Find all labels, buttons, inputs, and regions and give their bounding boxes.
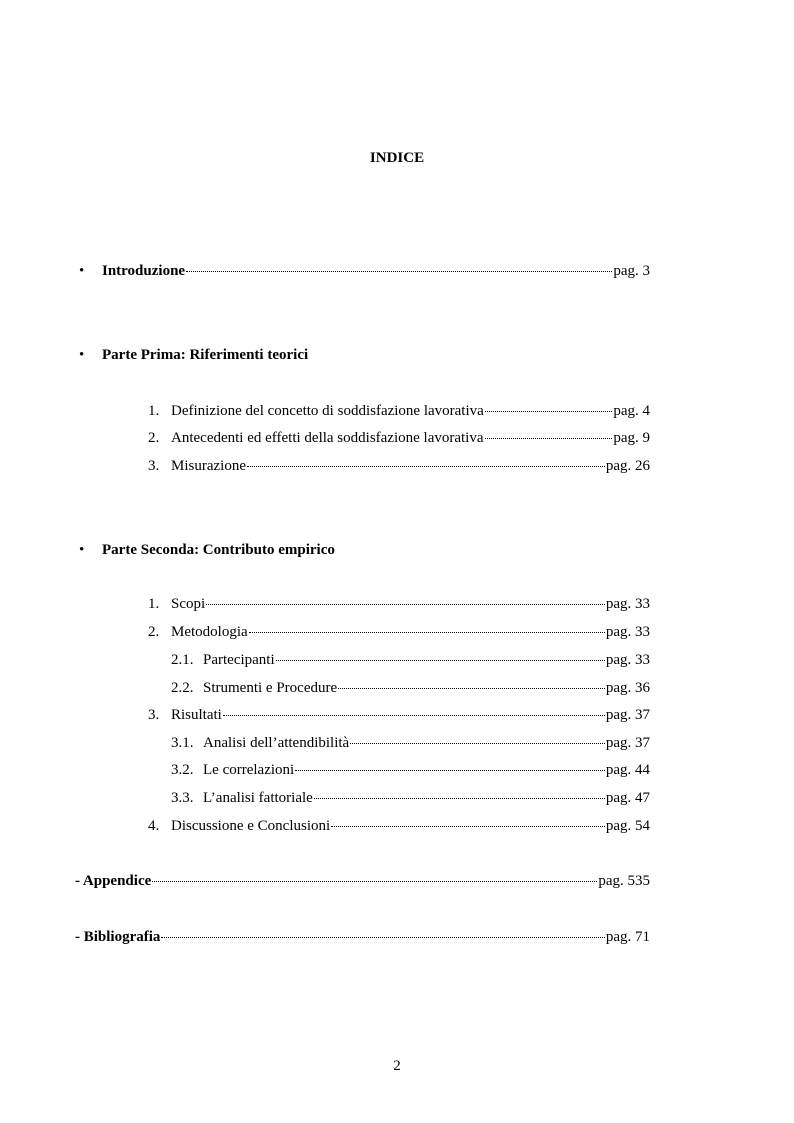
toc-entry[interactable] xyxy=(148,595,650,613)
toc-entry-page: pag. 71 xyxy=(605,929,650,945)
toc-entry-page: pag. 3 xyxy=(613,263,650,279)
bullet: • xyxy=(79,542,85,558)
page-number: 2 xyxy=(393,1058,401,1074)
toc-entry-label: Le correlazioni xyxy=(203,762,295,778)
toc-entry-label: Partecipanti xyxy=(203,652,275,668)
toc-entry[interactable] xyxy=(148,706,650,724)
toc-entry-label: Scopi xyxy=(171,596,206,612)
toc-entry-label: Strumenti e Procedure xyxy=(203,680,338,696)
toc-entry-label: Metodologia xyxy=(171,624,248,640)
toc-entry-label: Introduzione xyxy=(102,263,186,279)
toc-entry-page: pag. 33 xyxy=(605,652,650,668)
toc-entry-number: 1. xyxy=(148,403,160,419)
toc-entry-page: pag. 26 xyxy=(605,458,650,474)
dot-leader xyxy=(206,604,605,605)
toc-entry-label: Analisi dell’attendibilità xyxy=(203,735,350,751)
toc-entry-page: pag. 9 xyxy=(613,430,650,446)
toc-entry-label: - Appendice xyxy=(75,873,152,889)
dot-leader xyxy=(295,770,605,771)
dot-leader xyxy=(152,881,597,882)
bullet: • xyxy=(79,263,85,279)
toc-entry-page: pag. 36 xyxy=(605,680,650,696)
toc-entry-number: 1. xyxy=(148,596,160,612)
dot-leader xyxy=(331,826,605,827)
dot-leader xyxy=(249,632,605,633)
toc-entry-label: - Bibliografia xyxy=(75,929,161,945)
toc-entry-number: 2.1. xyxy=(171,652,194,668)
dot-leader xyxy=(186,271,612,272)
toc-entry-introduzione[interactable] xyxy=(102,262,650,280)
toc-entry-number: 4. xyxy=(148,818,160,834)
toc-entry-label: L’analisi fattoriale xyxy=(203,790,313,806)
page-title: INDICE xyxy=(369,150,425,166)
toc-entry-number: 3. xyxy=(148,458,160,474)
dot-leader xyxy=(276,660,605,661)
toc-entry-number: 3.3. xyxy=(171,790,194,806)
toc-entry[interactable] xyxy=(148,429,650,447)
toc-entry-label: Definizione del concetto di soddisfazione lavorativa xyxy=(171,403,484,419)
toc-entry-number: 3.1. xyxy=(171,735,194,751)
toc-entry[interactable] xyxy=(148,623,650,641)
toc-entry[interactable] xyxy=(148,402,650,420)
toc-entry-label: Antecedenti ed effetti della soddisfazione lavorativa xyxy=(171,430,484,446)
dot-leader xyxy=(338,688,605,689)
toc-entry-page: pag. 37 xyxy=(605,735,650,751)
toc-entry-label: Risultati xyxy=(171,707,222,723)
toc-entry-page: pag. 4 xyxy=(613,403,650,419)
dot-leader xyxy=(223,715,605,716)
toc-entry-bibliografia[interactable] xyxy=(75,928,650,946)
bullet: • xyxy=(79,347,85,363)
toc-entry-number: 3.2. xyxy=(171,762,194,778)
dot-leader xyxy=(247,466,605,467)
toc-entry-page: pag. 33 xyxy=(605,596,650,612)
toc-entry-page: pag. 47 xyxy=(605,790,650,806)
toc-entry-page: pag. 37 xyxy=(605,707,650,723)
toc-entry-label: Misurazione xyxy=(171,458,246,474)
toc-entry-page: pag. 33 xyxy=(605,624,650,640)
toc-entry-number: 2. xyxy=(148,624,160,640)
dot-leader xyxy=(485,411,613,412)
dot-leader xyxy=(161,937,604,938)
toc-entry[interactable] xyxy=(148,457,650,475)
section-heading-parte-seconda: Parte Seconda: Contributo empirico xyxy=(102,542,335,558)
dot-leader xyxy=(314,798,605,799)
toc-entry-page: pag. 44 xyxy=(605,762,650,778)
dot-leader xyxy=(350,743,605,744)
toc-entry-number: 3. xyxy=(148,707,160,723)
toc-subentry[interactable] xyxy=(171,651,650,669)
toc-subentry[interactable] xyxy=(171,734,650,752)
toc-entry-label: Discussione e Conclusioni xyxy=(171,818,331,834)
toc-entry-number: 2. xyxy=(148,430,160,446)
section-heading-parte-prima: Parte Prima: Riferimenti teorici xyxy=(102,347,309,363)
toc-entry-appendice[interactable] xyxy=(75,872,650,890)
dot-leader xyxy=(485,438,613,439)
toc-entry-page: pag. 535 xyxy=(598,873,650,889)
toc-entry-page: pag. 54 xyxy=(605,818,650,834)
toc-entry-number: 2.2. xyxy=(171,680,194,696)
toc-subentry[interactable] xyxy=(171,761,650,779)
toc-entry[interactable] xyxy=(148,817,650,835)
toc-subentry[interactable] xyxy=(171,679,650,697)
toc-subentry[interactable] xyxy=(171,789,650,807)
